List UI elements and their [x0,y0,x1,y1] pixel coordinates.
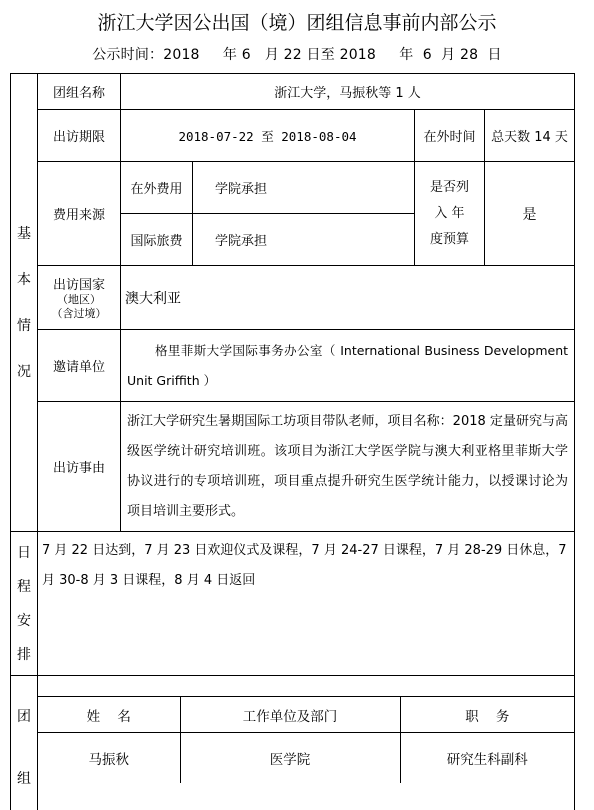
group-name-value: 浙江大学，马振秋等 1 人 [121,74,575,110]
intl-travel-label: 国际旅费 [121,214,193,266]
member-header-position: 职 务 [400,697,574,733]
page-title: 浙江大学因公出国（境）团组信息事前内部公示 [0,8,594,35]
funding-label: 费用来源 [38,162,121,266]
period-label: 出访期限 [38,110,121,162]
section-schedule: 日 程 安 排 [11,532,38,676]
publicity-period: 公示时间：2018 年 6 月 22 日至 2018 年 6 月 28 日 [0,44,594,64]
schedule-text: 7 月 22 日达到，7 月 23 日欢迎仪式及课程，7 月 24-27 日课程，7 月 28-29 日休息，7 月 30-8 月 3 日课程，8 月 4 日返回 [38,532,575,676]
abroad-time-value: 总天数 14 天 [485,110,575,162]
member-header-name: 姓 名 [38,697,180,733]
budget-label: 是否列 入 年 度预算 [415,162,485,266]
group-name-label: 团组名称 [38,74,121,110]
members-cell [38,676,575,810]
abroad-cost-label: 在外费用 [121,162,193,214]
country-label: 出访国家 （地区） （含过境） [38,266,121,330]
budget-value: 是 [485,162,575,266]
abroad-cost-value: 学院承担 [193,162,415,214]
country-value: 澳大利亚 [121,266,575,330]
inviter-label: 邀请单位 [38,330,121,402]
member-unit: 医学院 [180,733,400,783]
intl-travel-value: 学院承担 [193,214,415,266]
member-header-unit: 工作单位及部门 [180,697,400,733]
member-name: 马振秋 [38,733,180,783]
period-value: 2018-07-22 至 2018-08-04 [121,110,415,162]
member-position: 研究生科副科 [400,733,574,783]
section-group: 团 组 [11,676,38,810]
reason-value: 浙江大学研究生暑期国际工坊项目带队老师，项目名称：2018 定量研究与高级医学统计研究培训班。该项目为浙江大学医学院与澳大利亚格里菲斯大学协议进行的专项培训班，项目重点提升研究生医学统计能力，以授课讨论为项目培训主要形式。 [121,402,575,532]
info-table [10,73,575,810]
abroad-time-label: 在外时间 [415,110,485,162]
inviter-value: 格里菲斯大学国际事务办公室（ International Business Development Unit Griffith ） [121,330,575,402]
members-table [38,696,574,783]
reason-label: 出访事由 [38,402,121,532]
section-basic-info: 基 本 情 况 [11,74,38,532]
